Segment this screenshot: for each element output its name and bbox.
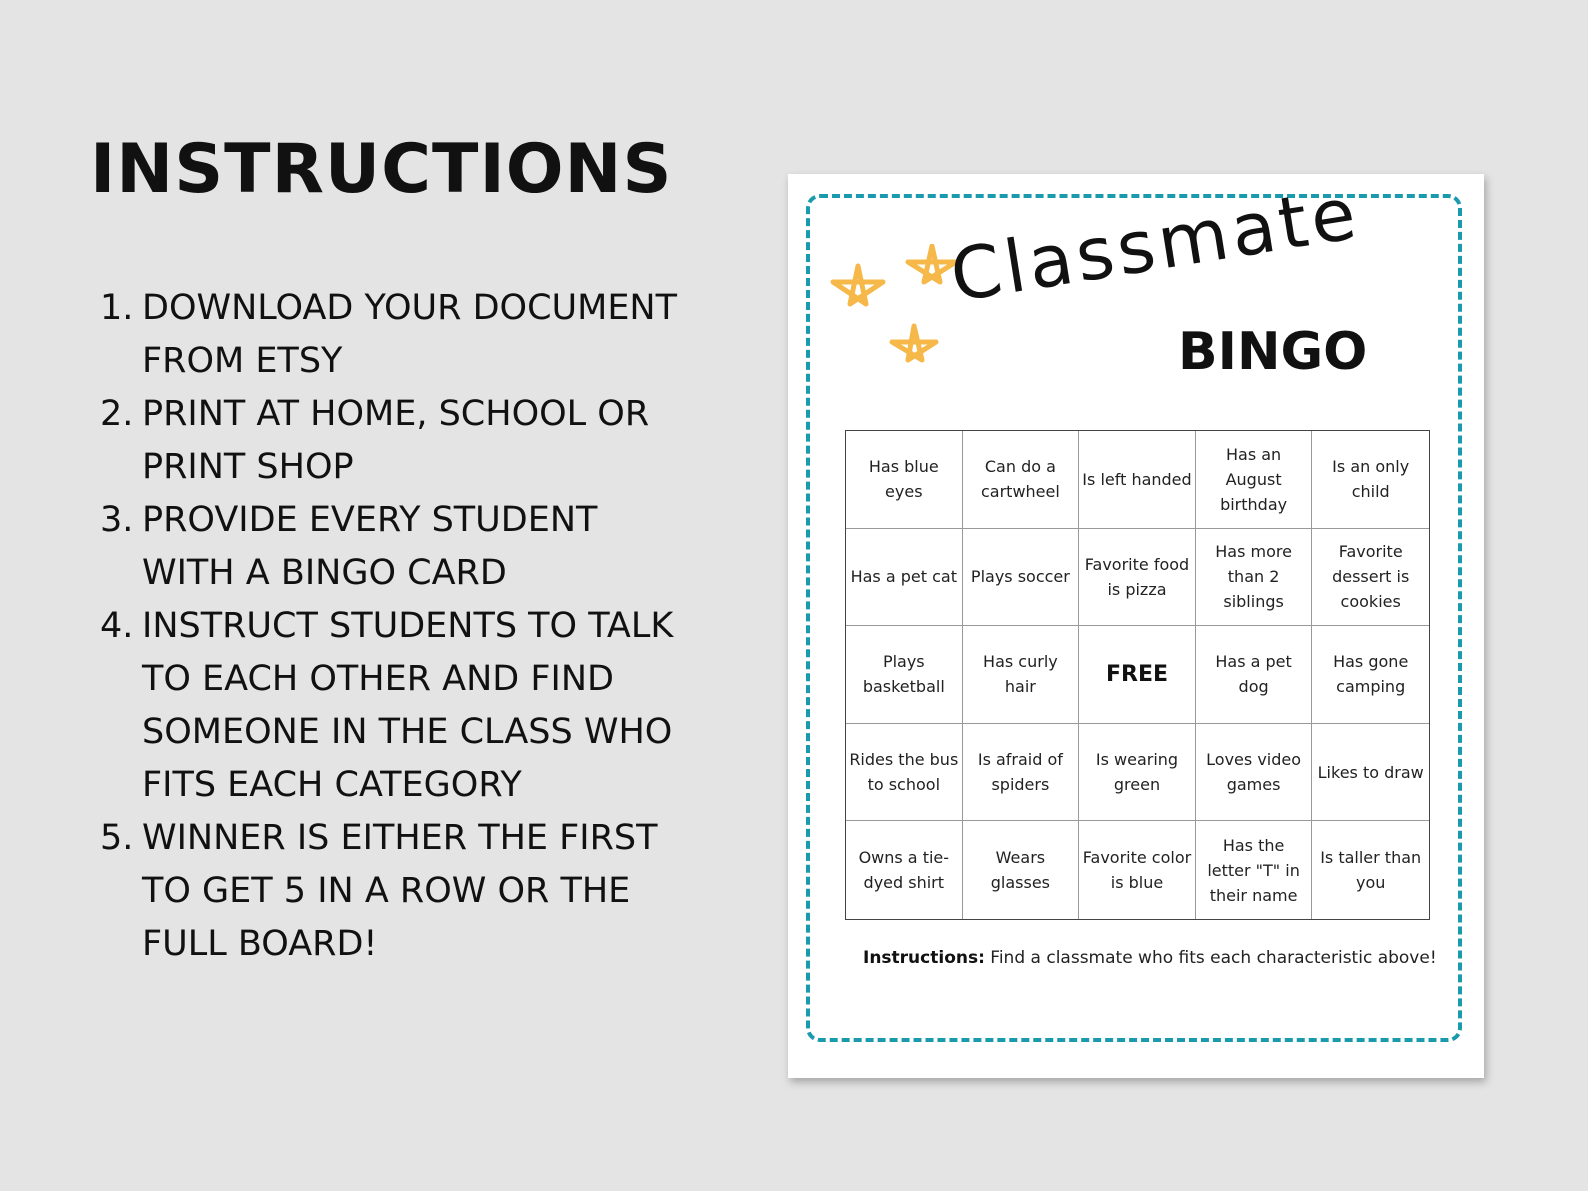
bingo-cell: Rides the bus to school [846,724,963,822]
bingo-cell: Has curly hair [963,626,1080,724]
bingo-cell: Is wearing green [1079,724,1196,822]
bingo-cell: Has a pet dog [1196,626,1313,724]
bingo-grid [845,430,1430,920]
step-number: 5. [100,818,134,858]
step-text: PRINT AT HOME, SCHOOL OR PRINT SHOP [142,394,650,487]
bingo-cell: Favorite dessert is cookies [1312,529,1429,627]
bingo-cell: Has a pet cat [846,529,963,627]
bingo-cell: Plays basketball [846,626,963,724]
instructions-heading: INSTRUCTIONS [90,130,673,209]
bingo-cell: Plays soccer [963,529,1080,627]
bingo-cell: Has more than 2 siblings [1196,529,1313,627]
bingo-cell: Favorite food is pizza [1079,529,1196,627]
step-number: 4. [100,606,134,646]
instruction-steps-list [100,282,700,971]
step-number: 2. [100,394,134,434]
instruction-step [100,812,700,971]
bingo-cell: Loves video games [1196,724,1313,822]
star-icon [833,266,883,304]
bingo-cell: Can do a cartwheel [963,431,1080,529]
step-number: 3. [100,500,134,540]
instruction-step [100,494,700,600]
bingo-cell: Owns a tie-dyed shirt [846,821,963,919]
instruction-step [100,388,700,494]
step-text: WINNER IS EITHER THE FIRST TO GET 5 IN A ROW OR THE FULL BOARD! [142,818,658,964]
step-text: DOWNLOAD YOUR DOCUMENT FROM ETSY [142,288,677,381]
bingo-cell: Favorite color is blue [1079,821,1196,919]
bingo-cell: Is left handed [1079,431,1196,529]
bingo-cell: Is afraid of spiders [963,724,1080,822]
card-instructions-label: Instructions: [863,948,985,968]
step-text: INSTRUCT STUDENTS TO TALK TO EACH OTHER AND FIND SOMEONE IN THE CLASS WHO FITS EACH CATEGORY [142,606,674,805]
card-title-bingo: BINGO [1178,322,1368,382]
bingo-cell: Is an only child [1312,431,1429,529]
card-instructions [863,948,1463,968]
bingo-cell: Has the letter "T" in their name [1196,821,1313,919]
bingo-cell: Has blue eyes [846,431,963,529]
bingo-cell: Has an August birthday [1196,431,1313,529]
step-number: 1. [100,288,134,328]
instruction-step [100,282,700,388]
card-instructions-text: Find a classmate who fits each characteristic above! [984,948,1437,968]
bingo-cell: Wears glasses [963,821,1080,919]
bingo-card-page [788,170,1484,1078]
card-title-script: Classmate [944,170,1366,318]
bingo-cell: Has gone camping [1312,626,1429,724]
star-icon [892,326,936,360]
step-text: PROVIDE EVERY STUDENT WITH A BINGO CARD [142,500,598,593]
bingo-cell: Likes to draw [1312,724,1429,822]
bingo-free-cell: FREE [1079,626,1196,724]
instruction-step [100,600,700,812]
bingo-cell: Is taller than you [1320,848,1422,893]
